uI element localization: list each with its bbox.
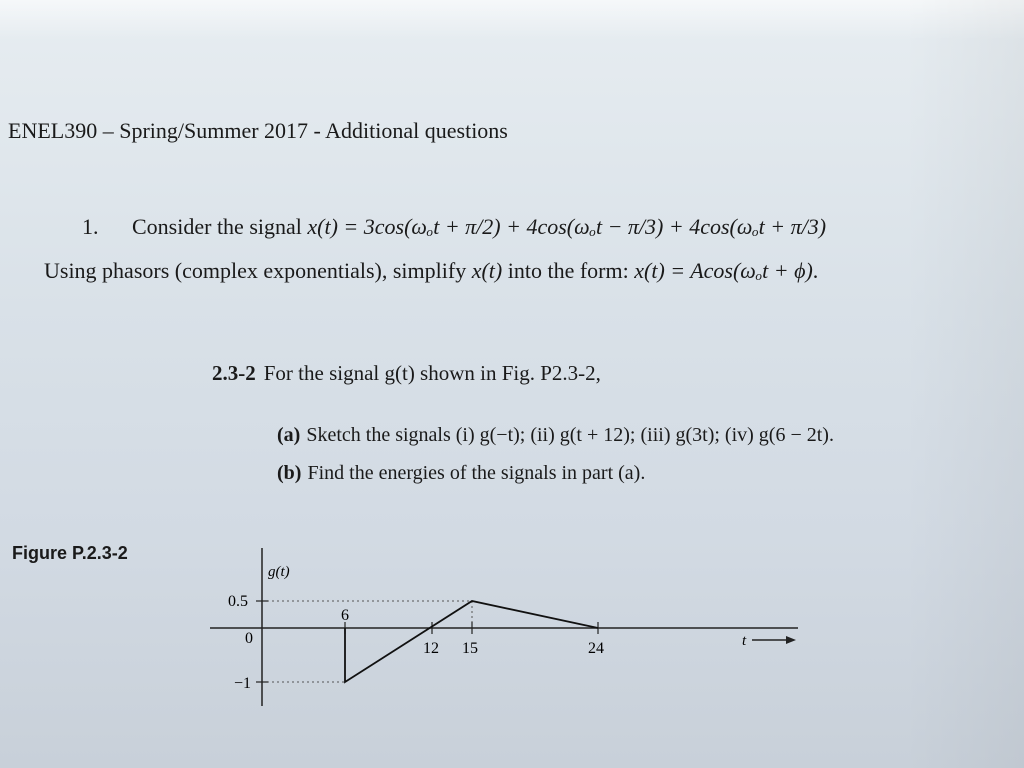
question-1-variable: x(t) — [471, 258, 503, 283]
y-axis-label: g(t) — [268, 564, 290, 580]
page-header: ENEL390 – Spring/Summer 2017 - Additional questions — [8, 118, 508, 143]
question-1-text: Consider the signal — [132, 214, 302, 239]
question-2-text: For the signal g(t) shown in Fig. P2.3-2, — [263, 361, 601, 385]
part-b-text: Find the energies of the signals in part (a). — [307, 462, 646, 484]
target-form-equation: x(t) = Acos(ωₒt + ϕ) — [634, 258, 813, 283]
part-a-label: (a) — [277, 424, 301, 446]
part-b-label: (b) — [277, 462, 302, 484]
x-tick-label-6: 6 — [341, 607, 349, 624]
y-tick-label-minus-1: −1 — [234, 675, 252, 692]
x-tick-label-24: 24 — [588, 640, 604, 657]
question-1-instruction: Using phasors (complex exponentials), simplify — [44, 258, 467, 283]
question-1-period: . — [812, 258, 819, 283]
question-2-number: 2.3-2 — [212, 361, 256, 385]
part-a-text: Sketch the signals (i) g(−t); (ii) g(t + 12); (iii) g(3t); (iv) g(6 − 2t). — [306, 424, 834, 446]
y-tick-label-0: 0 — [245, 630, 253, 647]
t-arrow-head — [786, 636, 796, 644]
x-tick-label-12: 12 — [423, 640, 439, 657]
x-tick-label-15: 15 — [462, 640, 478, 657]
x-axis-label: t — [742, 633, 747, 649]
y-tick-label-0-5: 0.5 — [228, 593, 248, 610]
figure-label: Figure P.2.3-2 — [12, 543, 128, 563]
question-1-number: 1. — [82, 214, 99, 239]
signal-equation: x(t) = 3cos(ωₒt + π/2) + 4cos(ωₒt − π/3) + 4cos(ωₒt + π/3) — [307, 214, 827, 239]
question-1-instruction-mid: into the form: — [507, 258, 629, 283]
